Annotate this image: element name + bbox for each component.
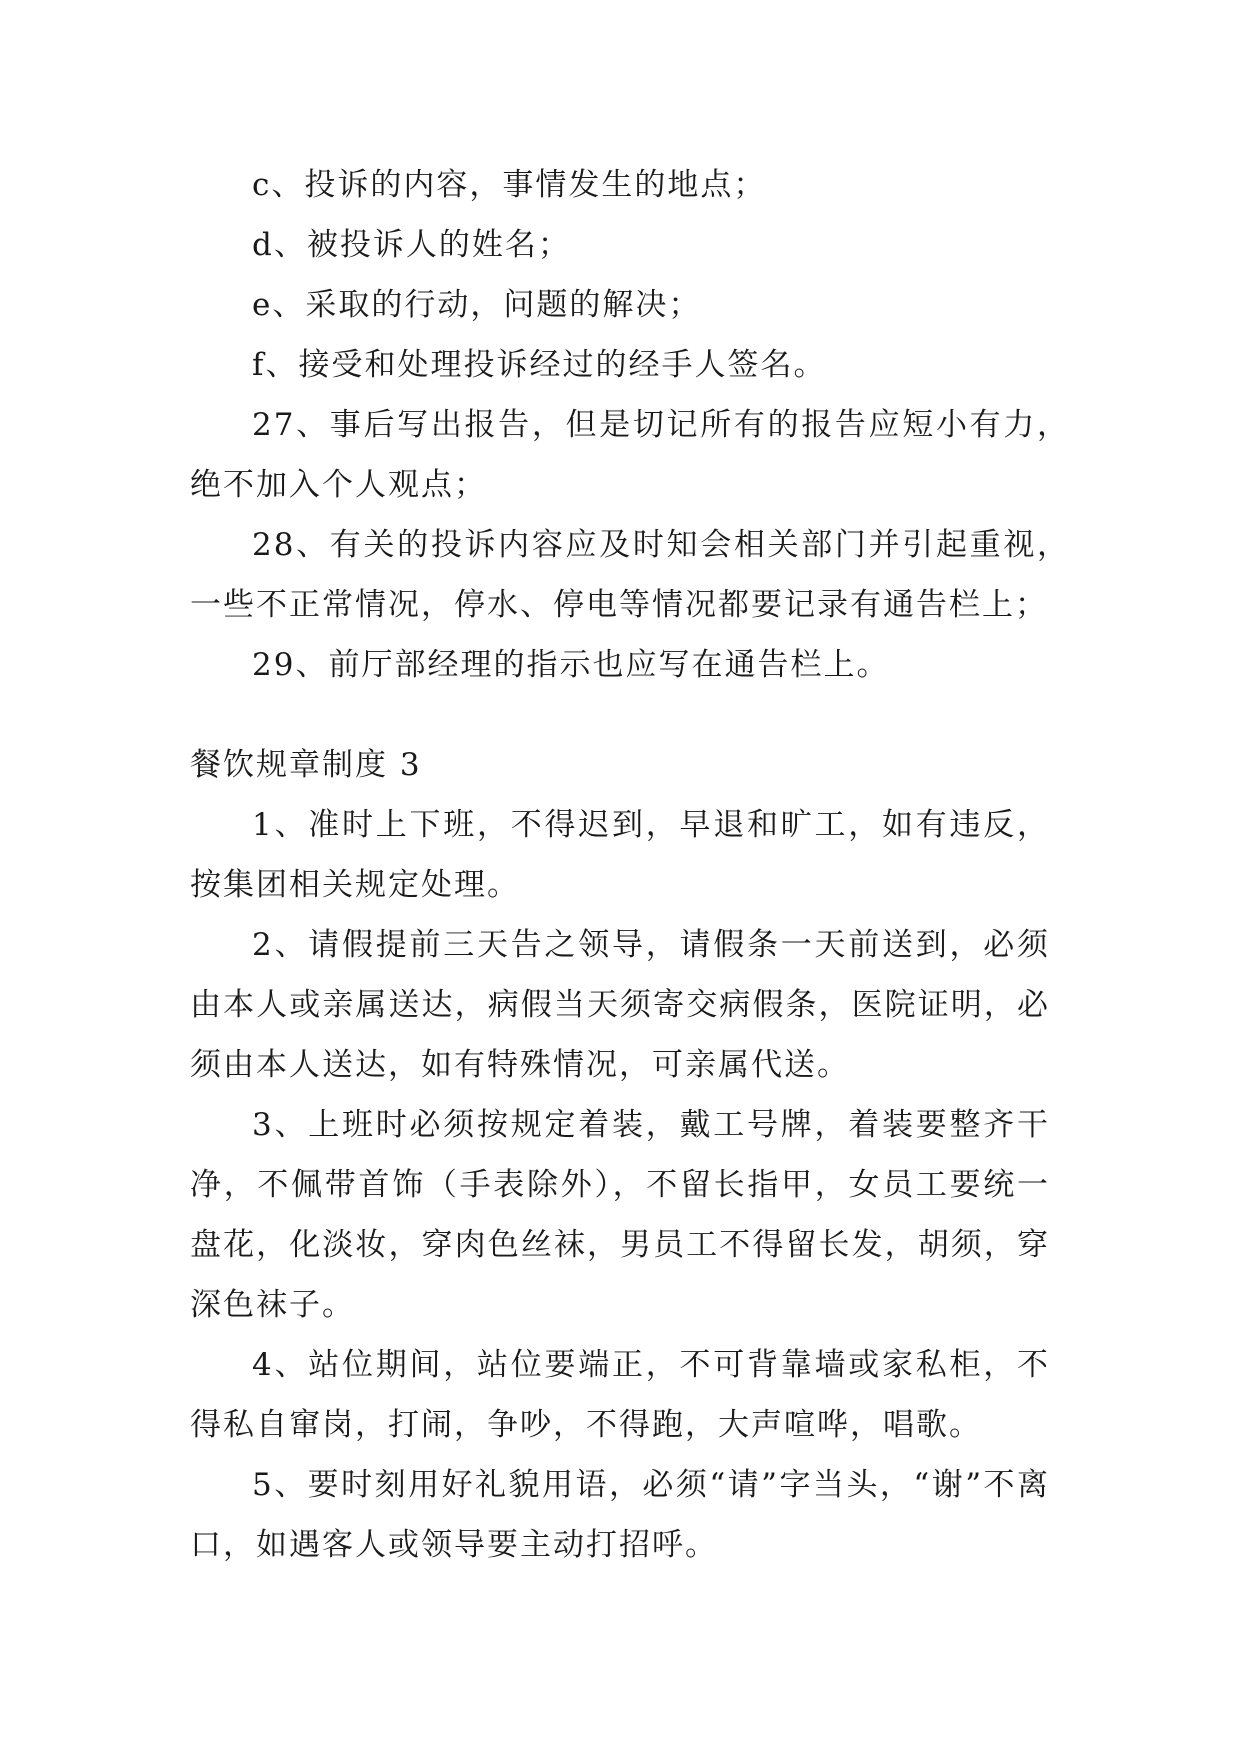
list-item: 1、准时上下班，不得迟到，早退和旷工，如有违反，按集团相关规定处理。	[190, 807, 1050, 903]
complaint-procedure-section	[190, 155, 1070, 695]
list-item: c、投诉的内容，事情发生的地点；	[252, 167, 767, 203]
list-item: 27、事后写出报告，但是切记所有的报告应短小有力，绝不加入个人观点；	[190, 407, 1070, 503]
list-item: 4、站位期间，站位要端正，不可背靠墙或家私柜，不得私自窜岗，打闹，争吵，不得跑，大声喧哗，唱歌。	[190, 1347, 1050, 1443]
section-heading: 餐饮规章制度 3	[190, 747, 422, 783]
list-item: 3、上班时必须按规定着装，戴工号牌，着装要整齐干净，不佩带首饰（手表除外），不留长指甲，女员工要统一盘花，化淡妆，穿肉色丝袜，男员工不得留长发，胡须，穿深色袜子。	[190, 1107, 1050, 1323]
list-item: 28、有关的投诉内容应及时知会相关部门并引起重视，一些不正常情况，停水、停电等情况都要记录有通告栏上；	[190, 527, 1070, 623]
list-item: d、被投诉人的姓名；	[252, 227, 571, 263]
list-item: 29、前厅部经理的指示也应写在通告栏上。	[252, 647, 890, 683]
list-item: e、采取的行动，问题的解决；	[252, 287, 702, 323]
list-item: 2、请假提前三天告之领导，请假条一天前送到，必须由本人或亲属送达，病假当天须寄交病假条，医院证明，必须由本人送达，如有特殊情况，可亲属代送。	[190, 927, 1050, 1083]
list-item: 5、要时刻用好礼貌用语，必须“请”字当头，“谢”不离口，如遇客人或领导要主动打招呼。	[190, 1467, 1050, 1563]
catering-rules-section	[190, 735, 1070, 1575]
list-item: f、接受和处理投诉经过的经手人签名。	[252, 347, 827, 383]
